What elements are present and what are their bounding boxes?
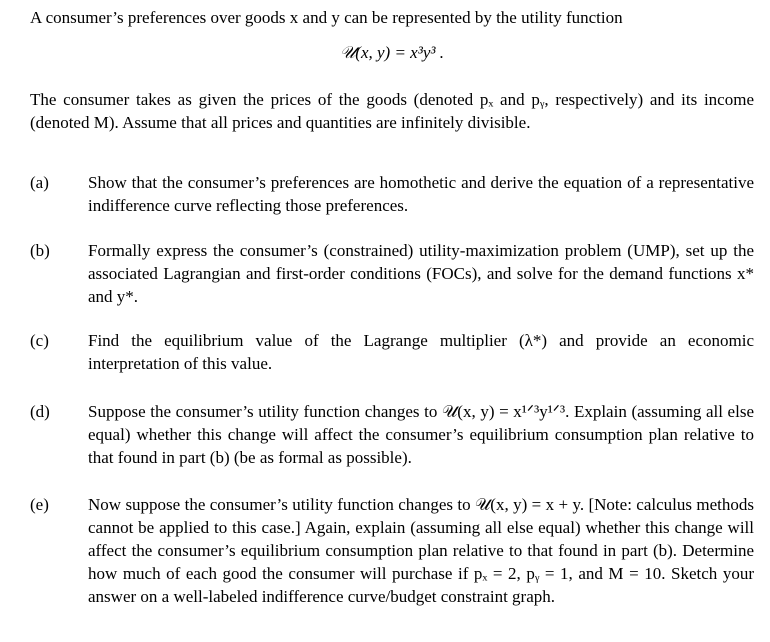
question-label: (b) — [30, 241, 50, 260]
intro-text: A consumer’s preferences over goods x and y can be represented by the utility function — [30, 8, 623, 27]
question-item-c — [30, 329, 754, 375]
question-text: Formally express the consumer’s (constrained) utility-maximization problem (UMP), set up the associated Lagrangian and first-order conditions (FOCs), and solve for the demand functions x* and y*. — [88, 241, 754, 306]
question-item-a — [30, 171, 754, 217]
question-text: Find the equilibrium value of the Lagrange multiplier (λ*) and provide an economic interpretation of this value. — [88, 331, 754, 373]
question-text: Show that the consumer’s preferences are homothetic and derive the equation of a representative indifference curve reflecting those preferences. — [88, 173, 754, 215]
utility-equation: 𝒰(x, y) = x³y³ . — [340, 43, 444, 62]
question-label: (a) — [30, 173, 49, 192]
question-label: (e) — [30, 495, 49, 514]
question-item-b — [30, 239, 754, 308]
question-label: (d) — [30, 402, 50, 421]
question-text: Suppose the consumer’s utility function changes to 𝒰(x, y) = x¹ᐟ³y¹ᐟ³. Explain (assuming all else equal) whether this change will affect the consumer’s equilibrium consumption plan relative to that found in part (b) (be as formal as possible). — [88, 402, 754, 467]
question-text: Now suppose the consumer’s utility function changes to 𝒰(x, y) = x + y. [Note: calculus methods cannot be applied to this case.] Again, explain (assuming all else equal) whether this change will affect the consumer’s equilibrium consumption plan relative to that found in part (b). Determine how much of each good the consumer will purchase if pₓ = 2, pᵧ = 1, and M = 10. Sketch your answer on a well-labeled indifference curve/budget constraint graph. — [88, 495, 754, 606]
problem-document — [30, 6, 754, 606]
question-label: (c) — [30, 331, 49, 350]
question-item-d — [30, 400, 754, 469]
question-item-e — [30, 493, 754, 608]
assumptions-paragraph: The consumer takes as given the prices of the goods (denoted pₓ and pᵧ, respectively) and its income (denoted M). Assume that all prices and quantities are infinitely divisible. — [30, 90, 754, 132]
